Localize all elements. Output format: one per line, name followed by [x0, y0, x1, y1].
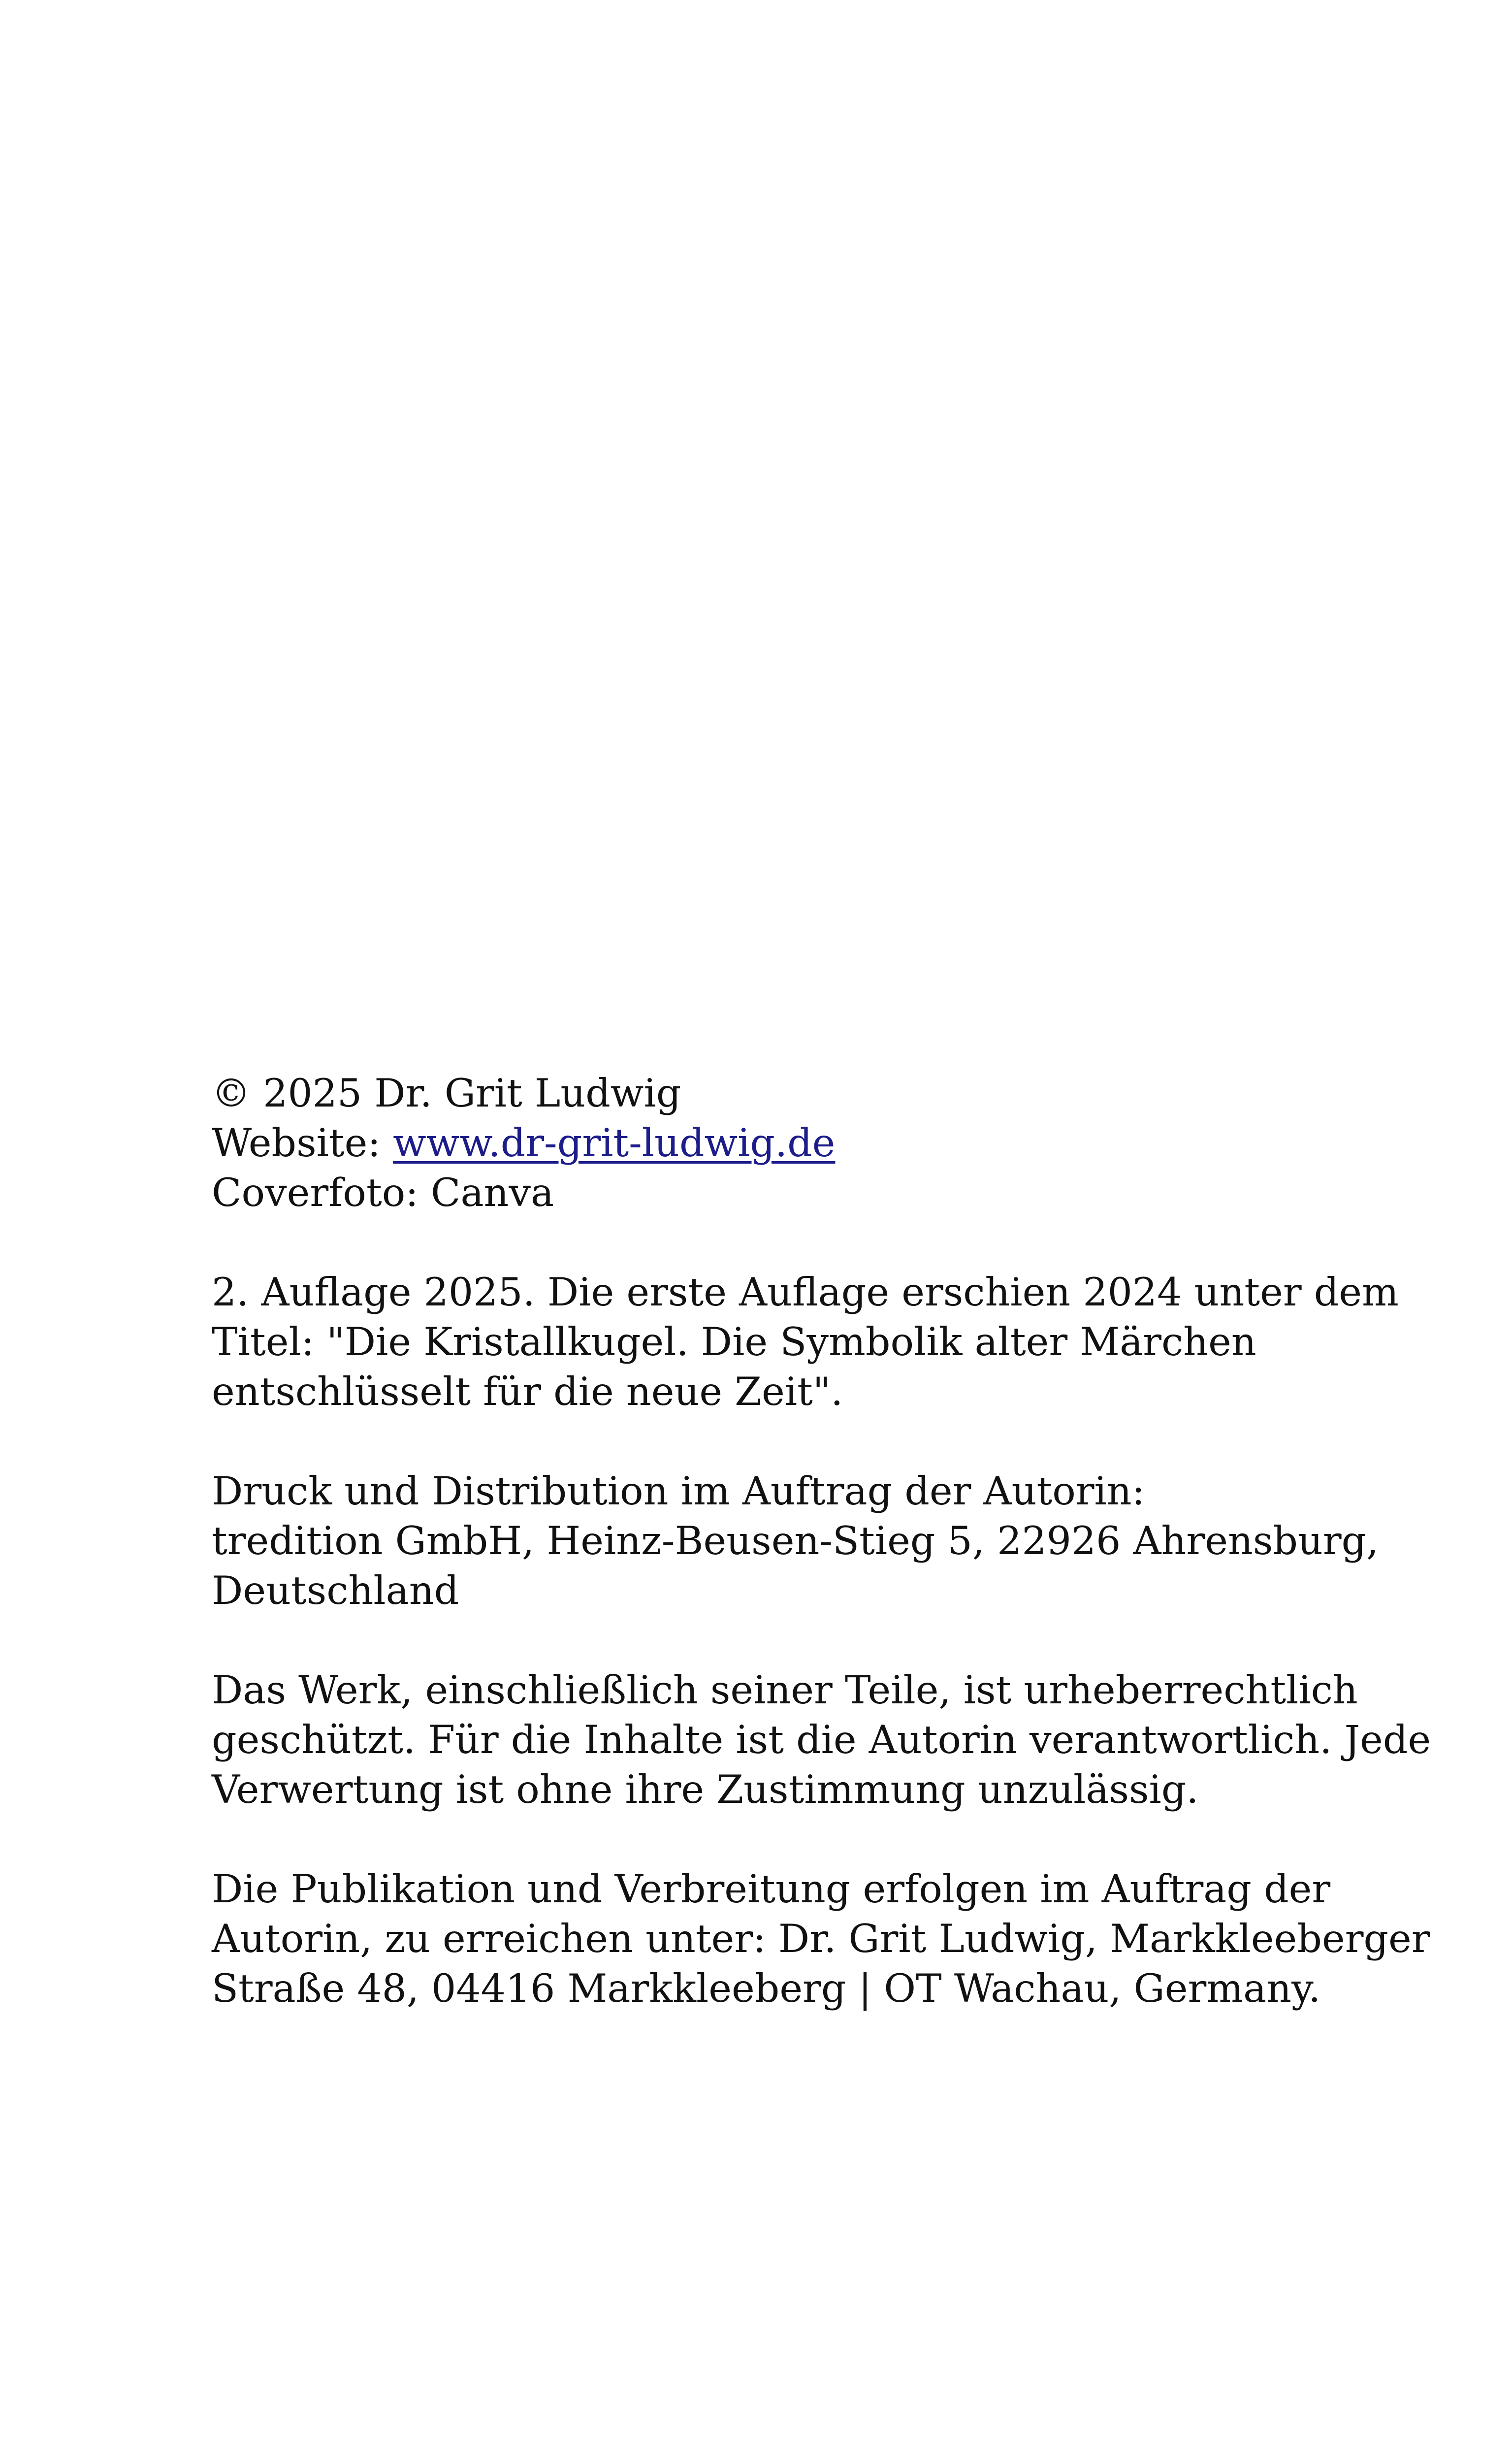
website-link[interactable]: www.dr-grit-ludwig.de — [393, 1120, 836, 1166]
copyright-notice-line: Verwertung ist ohne ihre Zustimmung unzulässig. — [212, 1767, 1199, 1812]
credits-block — [212, 1069, 1418, 1218]
printing-line: Druck und Distribution im Auftrag der Autorin: — [212, 1468, 1145, 1514]
publication-block — [212, 1864, 1430, 2014]
publication-line: Autorin, zu erreichen unter: Dr. Grit Ludwig, Markkleeberger — [212, 1916, 1430, 1961]
copyright-line: © 2025 Dr. Grit Ludwig — [212, 1071, 681, 1116]
edition-line: entschlüsselt für die neue Zeit". — [212, 1369, 843, 1414]
imprint-page — [212, 1069, 1431, 2063]
edition-line: Titel: "Die Kristallkugel. Die Symbolik alter Märchen — [212, 1319, 1256, 1365]
edition-line: 2. Auflage 2025. Die erste Auflage erschien 2024 unter dem — [212, 1270, 1399, 1315]
publication-line: Straße 48, 04416 Markkleeberg | OT Wachau, Germany. — [212, 1966, 1321, 2011]
printing-line: tredition GmbH, Heinz-Beusen-Stieg 5, 22926 Ahrensburg, — [212, 1518, 1379, 1564]
copyright-notice-line: Das Werk, einschließlich seiner Teile, ist urheberrechtlich — [212, 1667, 1358, 1713]
cover-photo-line: Coverfoto: Canva — [212, 1170, 554, 1215]
website-label: Website: — [212, 1120, 393, 1166]
publication-line: Die Publikation und Verbreitung erfolgen im Auftrag der — [212, 1866, 1331, 1912]
printing-block — [212, 1466, 1418, 1616]
website-line — [212, 1118, 1418, 1168]
edition-block — [212, 1268, 1418, 1417]
copyright-notice-line: geschützt. Für die Inhalte ist die Autorin verantwortlich. Jede — [212, 1717, 1431, 1762]
copyright-notice-block — [212, 1665, 1431, 1815]
printing-line: Deutschland — [212, 1568, 459, 1613]
